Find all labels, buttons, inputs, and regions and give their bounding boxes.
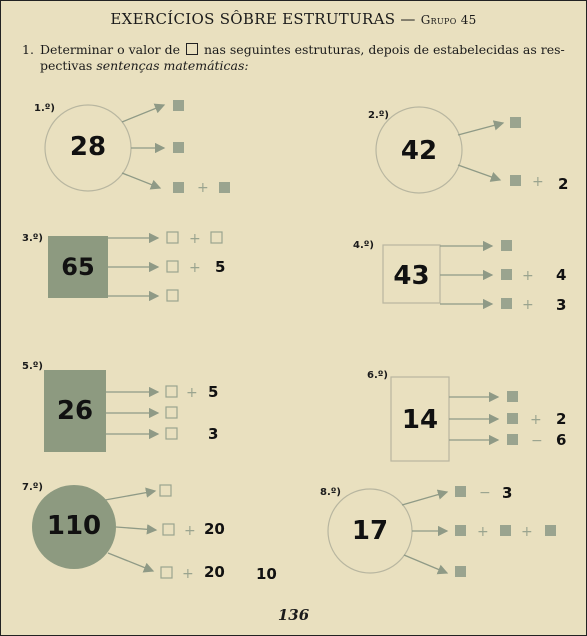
exercise-label: 4.º): [353, 240, 374, 251]
arrow: [122, 173, 160, 188]
filled-square: [173, 182, 184, 193]
side-number: 4: [556, 266, 567, 284]
instruction-line2: pectivas: [40, 58, 97, 73]
exercise-label: 6.º): [367, 370, 388, 381]
title-main: EXERCÍCIOS SÔBRE ESTRUTURAS —: [110, 10, 421, 28]
plus-sign: +: [532, 174, 544, 190]
exercise-label: 2.º): [368, 110, 389, 121]
filled-square: [173, 100, 184, 111]
center-value: 43: [393, 261, 430, 291]
exercise-label: 8.º): [320, 487, 341, 498]
svg-text:−: −: [531, 433, 543, 449]
side-number: 2: [558, 175, 569, 193]
exercise-label: 7.º): [22, 482, 43, 493]
svg-text:+: +: [522, 297, 534, 313]
instruction-number: 1.: [22, 42, 34, 57]
svg-text:+: +: [189, 260, 201, 276]
center-value: 14: [401, 405, 439, 435]
arrow: [122, 105, 164, 122]
exercise-label: 5.º): [22, 361, 43, 372]
svg-text:−: −: [479, 485, 491, 501]
side-number: 10: [256, 565, 277, 583]
instruction-before: Determinar o valor de: [40, 42, 181, 57]
center-value: 42: [400, 136, 438, 166]
side-number: 5: [215, 258, 226, 276]
title-group: Grupo 45: [420, 13, 477, 27]
svg-text:+: +: [186, 385, 198, 401]
page-number: 136: [277, 606, 310, 624]
filled-square: [510, 117, 521, 128]
arrow: [458, 165, 500, 180]
svg-text:+: +: [182, 566, 194, 582]
svg-text:+: +: [189, 231, 201, 247]
filled-square: [173, 142, 184, 153]
svg-text:+: +: [522, 268, 534, 284]
side-number: 20: [204, 563, 225, 581]
side-number: 20: [204, 520, 225, 538]
svg-text:+: +: [477, 524, 489, 540]
side-number: 3: [208, 425, 219, 443]
side-number: 6: [556, 431, 567, 449]
center-value: 28: [69, 132, 107, 162]
side-number: 3: [556, 296, 567, 314]
filled-square: [219, 182, 230, 193]
svg-text:+: +: [521, 524, 533, 540]
exercise-label: 1.º): [34, 103, 55, 114]
plus-sign: +: [197, 180, 209, 196]
center-value: 65: [61, 253, 95, 281]
exercise-label: 3.º): [22, 233, 43, 244]
svg-text:+: +: [184, 523, 196, 539]
side-number: 5: [208, 383, 219, 401]
center-value: 17: [351, 516, 389, 546]
side-number: 3: [502, 484, 513, 502]
side-number: 2: [556, 410, 567, 428]
center-value: 26: [56, 396, 94, 426]
center-value: 110: [46, 511, 102, 541]
instruction-italic: sentenças matemáticas:: [96, 58, 249, 73]
instruction-middle: nas seguintes estruturas, depois de estabelecidas as res-: [203, 42, 565, 57]
filled-square: [510, 175, 521, 186]
arrow: [458, 123, 503, 135]
svg-text:+: +: [530, 412, 542, 428]
